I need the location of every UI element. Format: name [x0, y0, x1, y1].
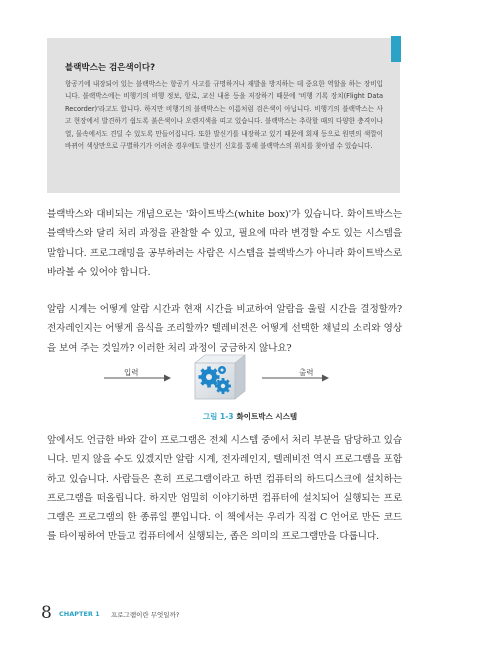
- figure-caption-text: 화이트박스 시스템: [236, 412, 298, 421]
- figure-output-label: 출력: [299, 368, 314, 377]
- figure-caption-number: 그림 1-3: [202, 412, 234, 421]
- input-arrow-icon: [102, 373, 172, 383]
- tip-title: 블랙박스는 검은색이다?: [65, 63, 156, 73]
- chapter-label: CHAPTER 1: [59, 610, 100, 618]
- white-box-gears-icon: [189, 353, 249, 401]
- tip-body: 항공기에 내장되어 있는 블랙박스는 항공기 사고를 규명하거나 재발을 방지하는 데 중요한 역할을 하는 장비입니다. 블랙박스에는 비행기의 비행 정보, 항로, 교신 내용 등을 저장하기 때문에 '비행 기록 장치(Flight Data Recorder)'라고도 합니다. 하지만 비행기의 블랙박스는 이름처럼 검은색이 아닙니다. 비행기의 블랙박스는 사고 현장에서 발견하기 쉽도록 붉은색이나 오렌지색을 띠고 있습니다. 블랙박스는 추락할 때의 다양한 충격이나 열, 물속에서도 견딜 수 있도록 만들어집니다. 또한 발신기를 내장하고 있기 때문에 회재 등으로 원면의 색깔이 바뀌어 색상만으로 구별하기가 어려운 경우에도 발신기 신호를 통해 블랙박스의 위치를 찾아낼 수 있습니다.: [65, 80, 383, 151]
- figure-white-box-system: [100, 357, 350, 397]
- output-arrow-icon: [260, 373, 330, 383]
- paragraph-program-scope: 앞에서도 언급한 바와 같이 프로그램은 전체 시스템 중에서 처리 부분을 담당하고 있습니다. 믿지 않을 수도 있겠지만 알람 시계, 전자레인지, 텔레비전 역시 프로그램을 포함하고 있습니다. 사람들은 흔히 프로그램이라고 하면 컴퓨터의 하드디스크에 설치하는 프로그램을 떠올립니다. 하지만 엄밀히 이야기하면 컴퓨터에 설치되어 실행되는 프로그램은 프로그램의 한 종류일 뿐입니다. 이 책에서는 우리가 직접 C 언어로 만든 코드를 타이핑하여 만들고 컴퓨터에서 실행되는, 좁은 의미의 프로그램만을 다룹니다.: [47, 435, 402, 543]
- figure-input-label: 입력: [124, 368, 139, 377]
- paragraph-white-box: 블랙박스와 대비되는 개념으로는 '화이트박스(white box)'가 있습니다. 화이트박스는 블랙박스와 달리 처리 과정을 관찰할 수 있고, 필요에 따라 변경할 수도 있는 시스템을 말합니다. 프로그래밍을 공부하려는 사람은 시스템을 블랙박스가 아니라 화이트박스로 바라볼 수 있어야 합니다.: [47, 209, 402, 278]
- page-number: 8: [41, 603, 52, 623]
- paragraph-questions: 알람 시계는 어떻게 알람 시간과 현재 시간을 비교하여 알람을 울릴 시간을 결정할까? 전자레인지는 어떻게 음식을 조리할까? 텔레비전은 어떻게 선택한 채널의 소리와 영상을 보여 주는 것일까? 이러한 처리 과정이 궁금하지 않나요?: [47, 304, 402, 354]
- tip-box-accent-tab: [391, 36, 401, 62]
- figure-caption: [0, 411, 500, 422]
- chapter-title: 프로그램이란 무엇일까?: [111, 611, 180, 619]
- tip-box: [47, 38, 400, 193]
